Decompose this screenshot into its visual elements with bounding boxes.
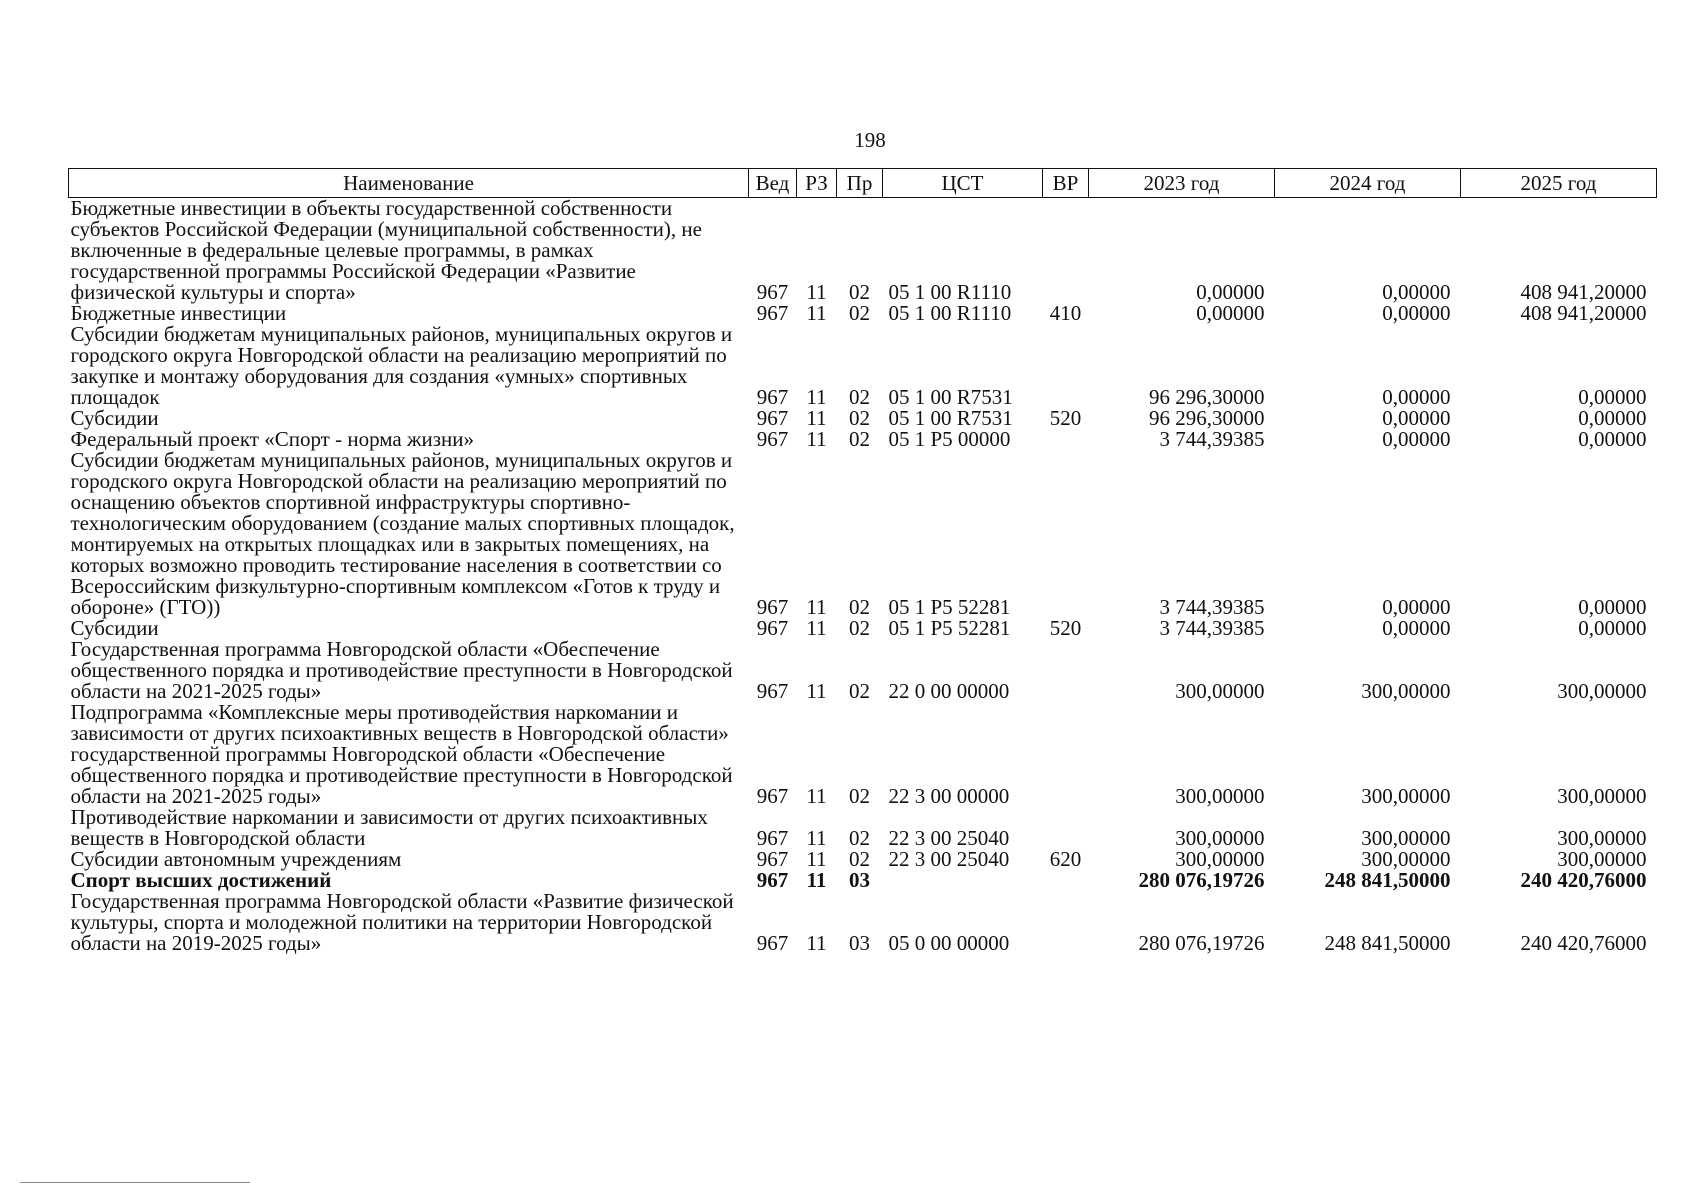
- cell-2023: 96 296,30000: [1149, 385, 1265, 409]
- cell-2023: 3 744,39385: [1159, 616, 1265, 640]
- table-row: [69, 639, 1657, 702]
- table-row: [69, 408, 1657, 429]
- header-cst: ЦСТ: [883, 169, 1043, 198]
- cell-2023: 3 744,39385: [1159, 427, 1265, 451]
- header-ved: Вед: [749, 169, 797, 198]
- cell-ved: 967: [756, 427, 789, 451]
- cell-2024: 0,00000: [1382, 301, 1451, 325]
- cell-2025: 300,00000: [1557, 679, 1647, 703]
- cell-2023: 0,00000: [1196, 280, 1265, 304]
- table-row: [69, 198, 1657, 304]
- cell-2025: 240 420,76000: [1520, 931, 1647, 955]
- cell-name: Государственная программа Новгородской области «Развитие физической культуры, спорта и молодежной политики на территории Новгородской области на 2019-2025 годы»: [70, 889, 734, 955]
- table-row: [69, 303, 1657, 324]
- budget-table: [68, 168, 1657, 954]
- cell-name: Спорт высших достижений: [70, 868, 332, 892]
- cell-vr: [1043, 891, 1089, 954]
- cell-ved: 967: [756, 679, 789, 703]
- cell-vr: [1043, 702, 1089, 807]
- cell-2025: 300,00000: [1557, 826, 1647, 850]
- cell-2024: 0,00000: [1382, 280, 1451, 304]
- cell-vr: [1043, 198, 1089, 304]
- cell-2023: 300,00000: [1175, 784, 1265, 808]
- cell-rz: 11: [806, 616, 827, 640]
- cell-ved: 967: [756, 784, 789, 808]
- header-vr: ВР: [1043, 169, 1089, 198]
- cell-cst: [883, 870, 1043, 891]
- cell-cst: 22 3 00 00000: [888, 784, 1010, 808]
- cell-cst: 22 0 00 00000: [888, 679, 1010, 703]
- cell-vr: [1043, 807, 1089, 849]
- cell-2024: 0,00000: [1382, 427, 1451, 451]
- cell-rz: 11: [806, 784, 827, 808]
- cell-cst: 05 1 P5 52281: [888, 616, 1011, 640]
- cell-2024: 0,00000: [1382, 616, 1451, 640]
- cell-pr: 02: [849, 784, 870, 808]
- cell-pr: 02: [849, 826, 870, 850]
- cell-rz: 11: [806, 406, 827, 430]
- cell-pr: 02: [849, 847, 870, 871]
- cell-cst: 05 1 P5 52281: [888, 595, 1011, 619]
- header-2023: 2023 год: [1089, 169, 1275, 198]
- cell-name: Противодействие наркомании и зависимости от других психоактивных веществ в Новгородской области: [70, 805, 708, 850]
- cell-cst: 05 1 00 R7531: [888, 406, 1013, 430]
- cell-pr: 02: [849, 385, 870, 409]
- cell-pr: 02: [849, 679, 870, 703]
- cell-ved: 967: [756, 826, 789, 850]
- cell-2024: 248 841,50000: [1324, 931, 1451, 955]
- cell-pr: 02: [849, 427, 870, 451]
- cell-2025: 300,00000: [1557, 847, 1647, 871]
- cell-pr: 02: [849, 595, 870, 619]
- cell-2025: 300,00000: [1557, 784, 1647, 808]
- cell-2024: 0,00000: [1382, 385, 1451, 409]
- cell-2024: 0,00000: [1382, 406, 1451, 430]
- cell-ved: 967: [756, 868, 789, 892]
- cell-name: Бюджетные инвестиции в объекты государственной собственности субъектов Российской Федерации (муниципальной собственности), не включенные в федеральные целевые программы, в рамках государственной программы Российской Федерации «Развитие физической культуры и спорта»: [70, 196, 702, 304]
- cell-ved: 967: [756, 616, 789, 640]
- cell-name: Субсидии бюджетам муниципальных районов, муниципальных округов и городского округа Новгородской области на реализацию мероприятий по оснащению объектов спортивной инфраструктуры спортивно-технологическим оборудованием (создание малых спортивных площадок, монтируемых на открытых площадках или в закрытых помещениях, на которых возможно проводить тестирование населения в соответствии со Всероссийским физкультурно-спортивным комплексом «Готов к труду и обороне» (ГТО)): [70, 448, 735, 619]
- cell-ved: 967: [756, 847, 789, 871]
- table-row: [69, 618, 1657, 639]
- cell-rz: 11: [806, 427, 827, 451]
- cell-2025: 240 420,76000: [1520, 868, 1647, 892]
- table-header-row: [69, 169, 1657, 198]
- header-rz: РЗ: [797, 169, 837, 198]
- cell-pr: 02: [849, 616, 870, 640]
- table-row: [69, 429, 1657, 450]
- cell-cst: 05 1 00 R7531: [888, 385, 1013, 409]
- cell-2023: 280 076,19726: [1138, 931, 1265, 955]
- cell-2025: 0,00000: [1578, 406, 1647, 430]
- cell-rz: 11: [806, 679, 827, 703]
- cell-rz: 11: [806, 385, 827, 409]
- header-2024: 2024 год: [1275, 169, 1461, 198]
- cell-cst: 05 0 00 00000: [888, 931, 1010, 955]
- table-row: [69, 450, 1657, 618]
- cell-2024: 300,00000: [1361, 679, 1451, 703]
- cell-cst: 05 1 00 R1110: [888, 280, 1012, 304]
- cell-2025: 0,00000: [1578, 385, 1647, 409]
- cell-name: Субсидии автономным учреждениям: [70, 847, 402, 871]
- cell-2025: 0,00000: [1578, 616, 1647, 640]
- cell-vr: 410: [1049, 301, 1082, 325]
- cell-ved: 967: [756, 595, 789, 619]
- cell-rz: 11: [806, 280, 827, 304]
- cell-2024: 0,00000: [1382, 595, 1451, 619]
- cell-cst: 05 1 00 R1110: [888, 301, 1012, 325]
- cell-2024: 300,00000: [1361, 847, 1451, 871]
- table-row: [69, 891, 1657, 954]
- cell-2023: 280 076,19726: [1138, 868, 1265, 892]
- cell-pr: 02: [849, 406, 870, 430]
- cell-2025: 408 941,20000: [1520, 301, 1647, 325]
- cell-2025: 408 941,20000: [1520, 280, 1647, 304]
- cell-cst: 22 3 00 25040: [888, 847, 1010, 871]
- cell-pr: 02: [849, 280, 870, 304]
- cell-name: Федеральный проект «Спорт - норма жизни»: [70, 427, 475, 451]
- header-pr: Пр: [837, 169, 883, 198]
- cell-2023: 0,00000: [1196, 301, 1265, 325]
- cell-2024: 248 841,50000: [1324, 868, 1451, 892]
- cell-2024: 300,00000: [1361, 784, 1451, 808]
- cell-vr: [1043, 450, 1089, 618]
- cell-name: Субсидии: [70, 406, 159, 430]
- cell-2023: 300,00000: [1175, 826, 1265, 850]
- cell-pr: 02: [849, 301, 870, 325]
- page-number: 198: [854, 128, 886, 152]
- cell-name: Субсидии: [70, 616, 159, 640]
- cell-rz: 11: [806, 595, 827, 619]
- cell-ved: 967: [756, 301, 789, 325]
- cell-2024: 300,00000: [1361, 826, 1451, 850]
- header-2025: 2025 год: [1461, 169, 1657, 198]
- cell-name: Субсидии бюджетам муниципальных районов, муниципальных округов и городского округа Новгородской области на реализацию мероприятий по закупке и монтажу оборудования для создания «умных» спортивных площадок: [70, 322, 733, 409]
- cell-pr: 03: [849, 931, 870, 955]
- cell-2023: 300,00000: [1175, 679, 1265, 703]
- table-row: [69, 807, 1657, 849]
- table-body: [69, 198, 1657, 955]
- cell-ved: 967: [756, 931, 789, 955]
- cell-name: Государственная программа Новгородской области «Обеспечение общественного порядка и противодействие преступности в Новгородской области на 2021-2025 годы»: [70, 637, 733, 703]
- cell-2023: 300,00000: [1175, 847, 1265, 871]
- cell-rz: 11: [806, 847, 827, 871]
- cell-2023: 96 296,30000: [1149, 406, 1265, 430]
- cell-vr: 520: [1049, 406, 1082, 430]
- cell-rz: 11: [806, 301, 827, 325]
- cell-2023: 3 744,39385: [1159, 595, 1265, 619]
- cell-vr: 520: [1049, 616, 1082, 640]
- cell-cst: 05 1 P5 00000: [888, 427, 1011, 451]
- cell-rz: 11: [806, 826, 827, 850]
- cell-vr: [1043, 639, 1089, 702]
- cell-vr: [1043, 429, 1089, 450]
- cell-ved: 967: [756, 406, 789, 430]
- cell-vr: [1043, 870, 1089, 891]
- table-row: [69, 849, 1657, 870]
- table-row: [69, 324, 1657, 408]
- cell-name: Бюджетные инвестиции: [70, 301, 287, 325]
- cell-rz: 11: [806, 931, 827, 955]
- scan-artifact-line: [20, 1182, 250, 1183]
- cell-name: Подпрограмма «Комплексные меры противодействия наркомании и зависимости от других психоактивных веществ в Новгородской области» государственной программы Новгородской области «Обеспечение общественного порядка и противодействие преступности в Новгородской области на 2021-2025 годы»: [70, 700, 733, 808]
- cell-vr: 620: [1049, 847, 1082, 871]
- cell-rz: 11: [806, 868, 827, 892]
- cell-pr: 03: [849, 868, 870, 892]
- table-row: [69, 702, 1657, 807]
- cell-2025: 0,00000: [1578, 427, 1647, 451]
- header-name: Наименование: [69, 169, 749, 198]
- cell-cst: 22 3 00 25040: [888, 826, 1010, 850]
- cell-ved: 967: [756, 280, 789, 304]
- cell-2025: 0,00000: [1578, 595, 1647, 619]
- table-row: [69, 870, 1657, 891]
- cell-ved: 967: [756, 385, 789, 409]
- cell-vr: [1043, 324, 1089, 408]
